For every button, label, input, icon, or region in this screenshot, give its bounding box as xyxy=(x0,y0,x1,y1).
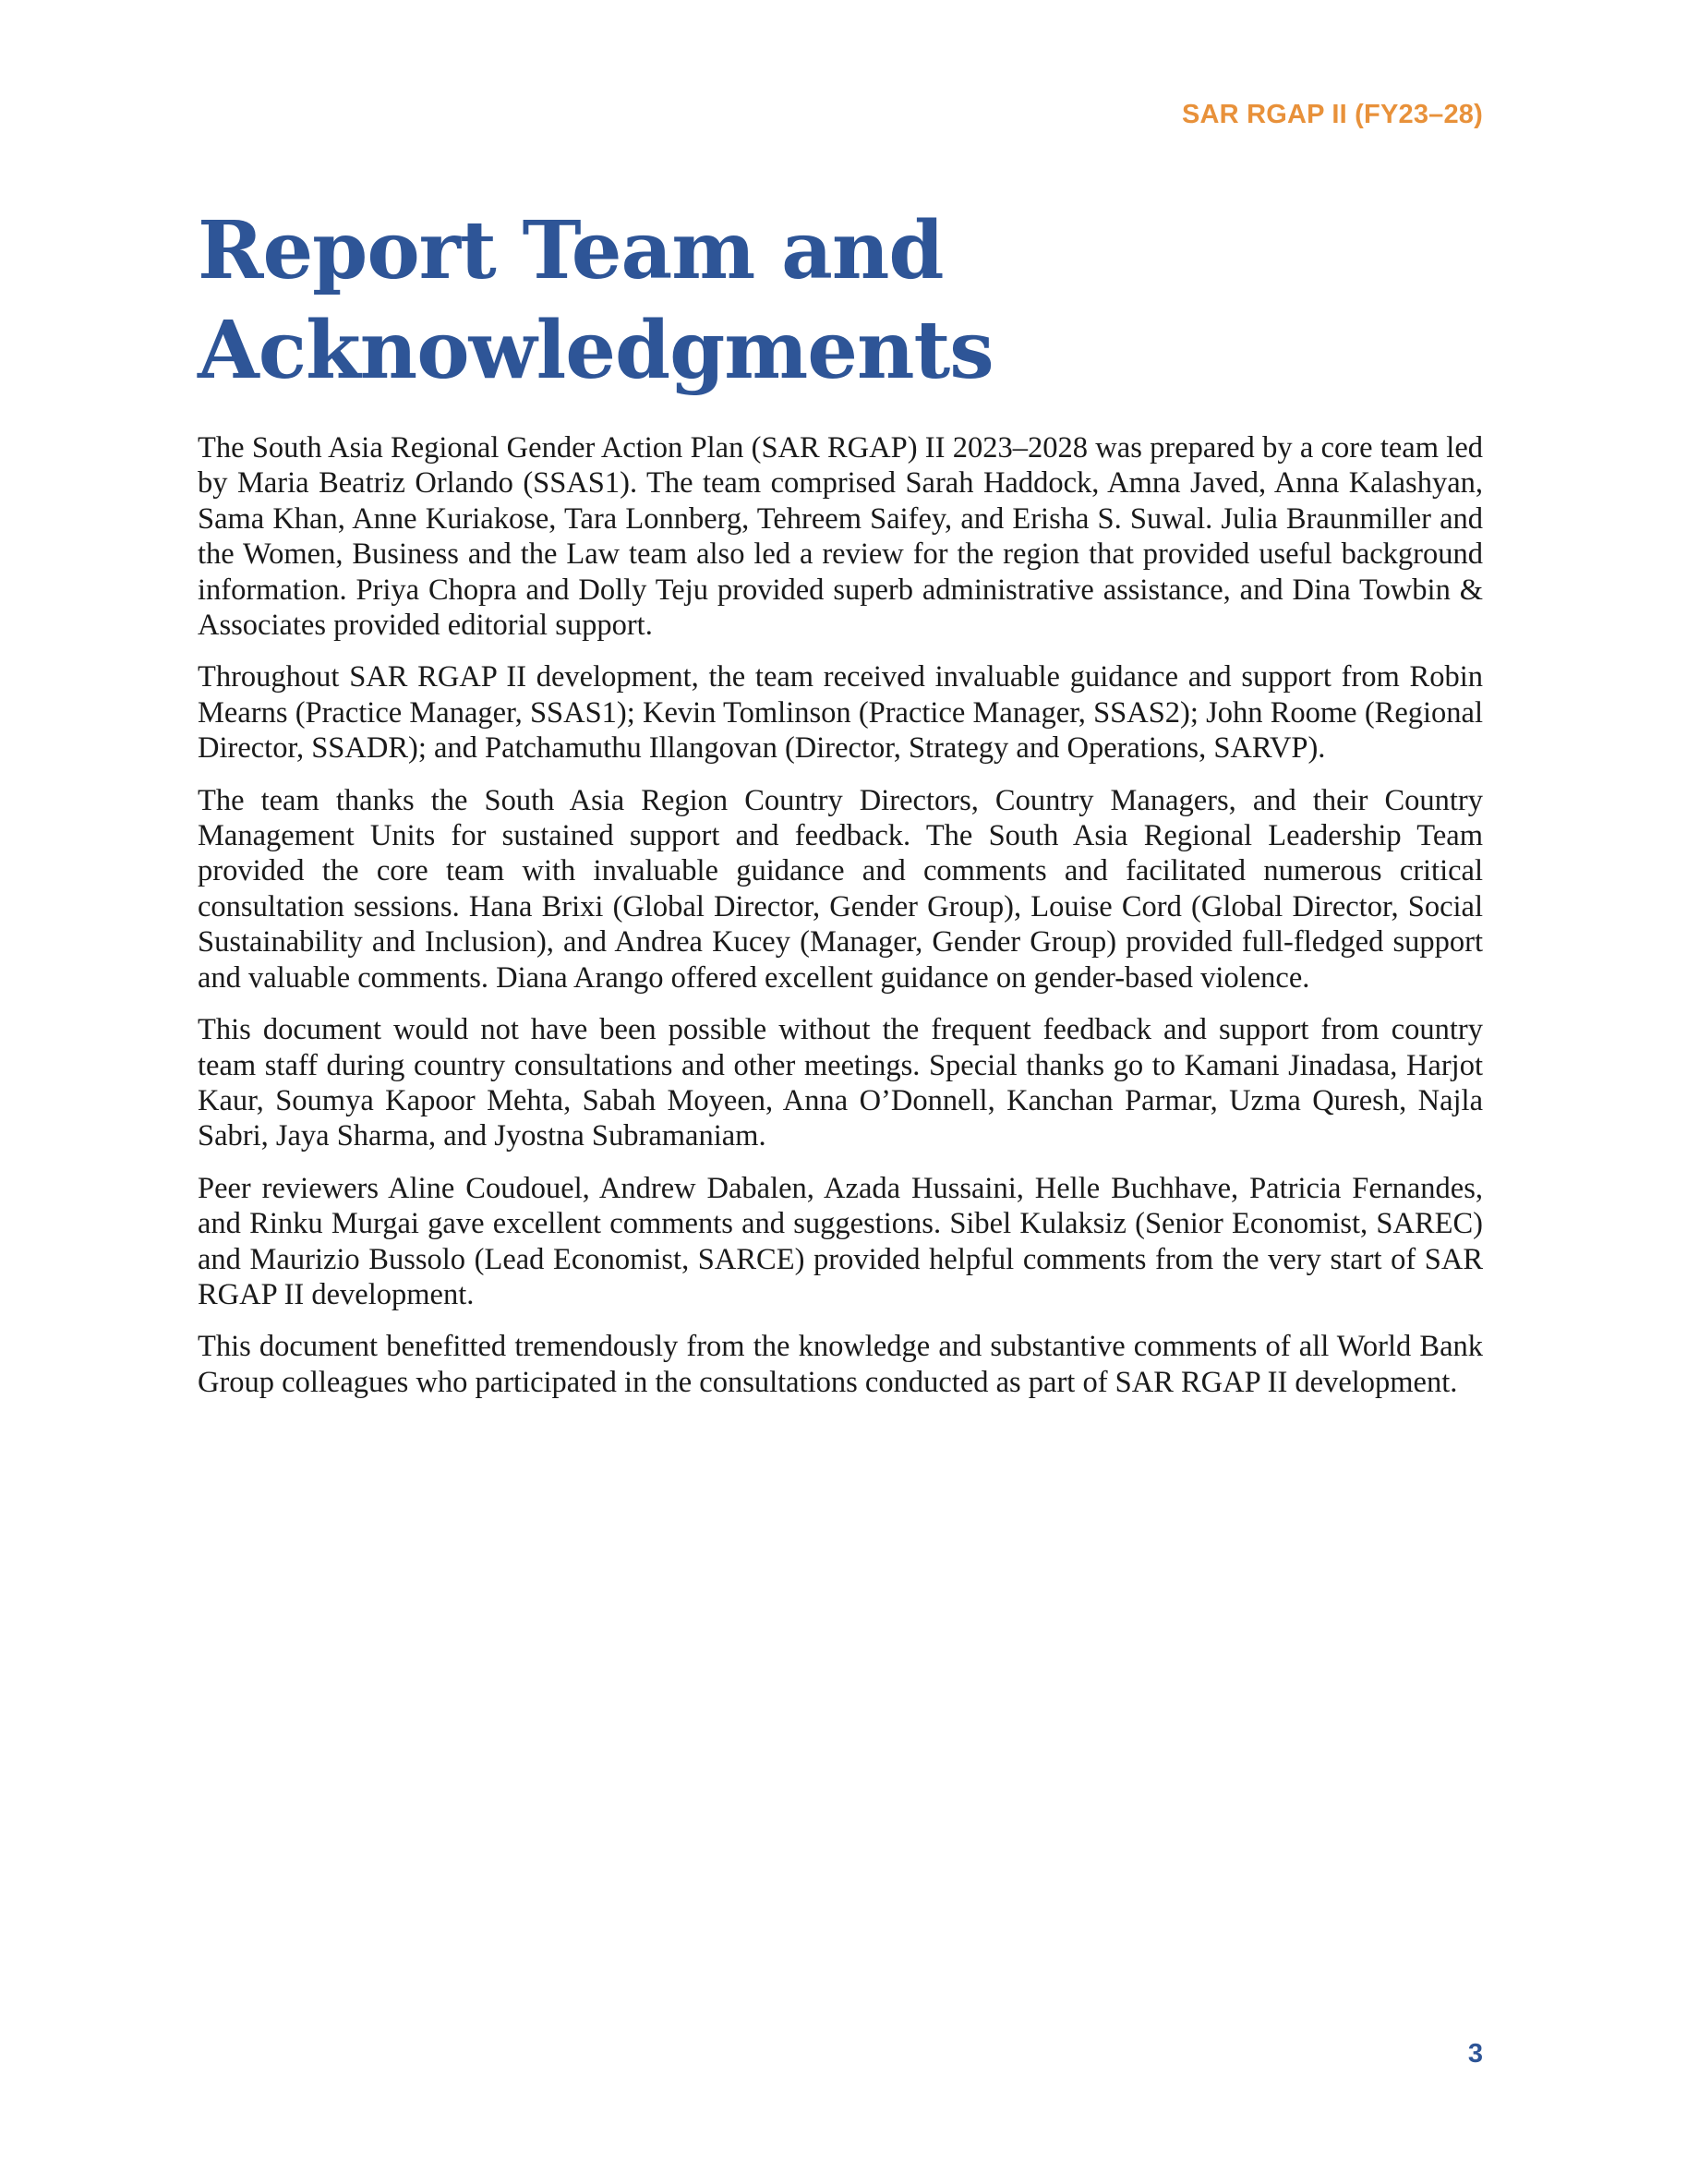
page-number: 3 xyxy=(1467,2039,1483,2069)
paragraph-guidance: Throughout SAR RGAP II development, the team received invaluable guidance and support from Robin Mearns (Practice Manager, SSAS1); Kevin Tomlinson (Practice Manager, SSAS2); John Roome (Regional Director, SSADR); and Patchamuthu Illangovan (Director, Strategy and Operations, SARVP). xyxy=(198,660,1483,766)
paragraph-core-team: The South Asia Regional Gender Action Plan (SAR RGAP) II 2023–2028 was prepared by a core team led by Maria Beatriz Orlando (SSAS1). The team comprised Sarah Haddock, Amna Javed, Anna Kalashyan, Sama Khan, Anne Kuriakose, Tara Lonnberg, Tehreem Saifey, and Erisha S. Suwal. Julia Braunmiller and the Women, Business and the Law team also led a review for the region that provided useful background information. Priya Chopra and Dolly Teju provided superb administrative assistance, and Dina Towbin & Associates provided editorial support. xyxy=(198,431,1483,643)
body-text xyxy=(198,430,1483,1417)
paragraph-world-bank-colleagues: This document benefitted tremendously from the knowledge and substantive comments of all World Bank Group colleagues who participated in the consultations conducted as part of SAR RGAP II development. xyxy=(198,1330,1483,1399)
paragraph-country-team-staff: This document would not have been possible without the frequent feedback and support from country team staff during country consultations and other meetings. Special thanks go to Kamani Jinadasa, Harjot Kaur, Soumya Kapoor Mehta, Sabah Moyeen, Anna O’Donnell, Kanchan Parmar, Uzma Quresh, Najla Sabri, Jaya Sharma, and Jyostna Subramaniam. xyxy=(198,1013,1483,1153)
page-title xyxy=(198,201,1490,401)
running-header: SAR RGAP II (FY23–28) xyxy=(1182,100,1483,129)
paragraph-country-directors: The team thanks the South Asia Region Country Directors, Country Managers, and their Country Management Units for sustained support and feedback. The South Asia Regional Leadership Team provided the core team with invaluable guidance and comments and facilitated numerous critical consultation sessions. Hana Brixi (Global Director, Gender Group), Louise Cord (Global Director, Social Sustainability and Inclusion), and Andrea Kucey (Manager, Gender Group) provided full-fledged support and valuable comments. Diana Arango offered excellent guidance on gender-based violence. xyxy=(198,783,1483,995)
paragraph-peer-reviewers: Peer reviewers Aline Coudouel, Andrew Dabalen, Azada Hussaini, Helle Buchhave, Patricia Fernandes, and Rinku Murgai gave excellent comments and suggestions. Sibel Kulaksiz (Senior Economist, SAREC) and Maurizio Bussolo (Lead Economist, SARCE) provided helpful comments from the very start of SAR RGAP II development. xyxy=(198,1171,1483,1311)
page-title-line-2: Acknowledgments xyxy=(198,304,994,397)
page-title-line-1: Report Team and xyxy=(198,204,944,297)
